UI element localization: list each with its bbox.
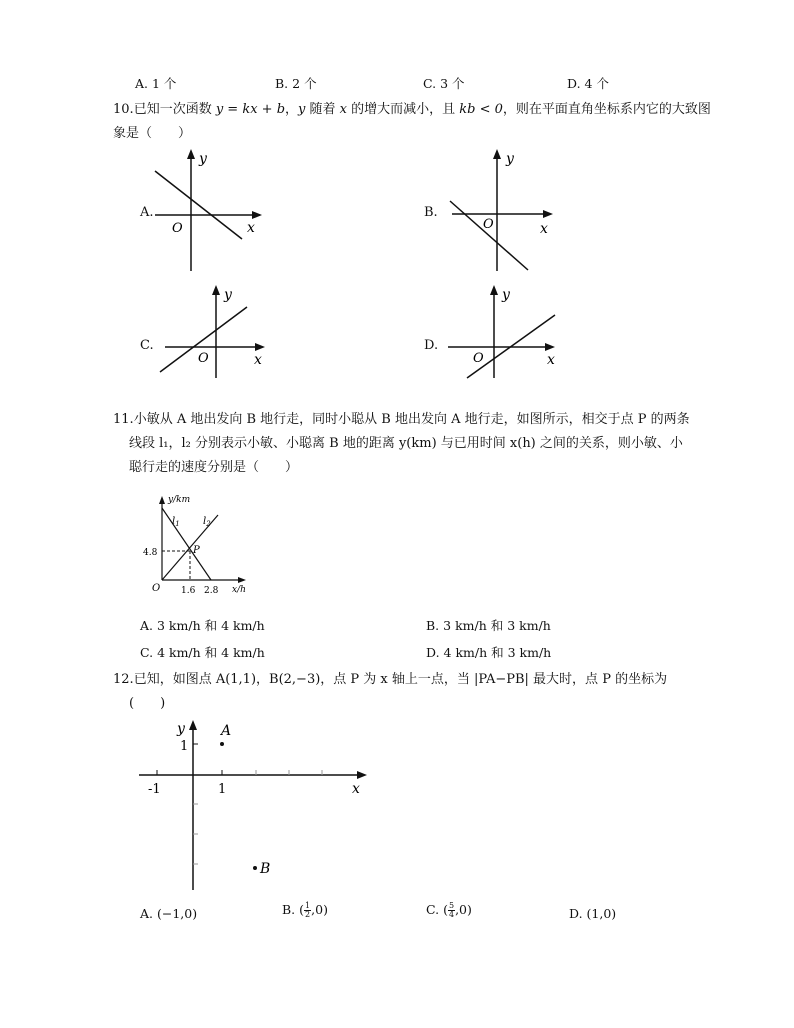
x-label: x [540, 221, 548, 237]
origin-label: O [152, 583, 161, 594]
stem-line: 聪行走的速度分别是（ ） [129, 460, 299, 475]
arrow-icon [490, 285, 498, 295]
arrow-icon [357, 771, 367, 779]
arrow-icon [238, 577, 246, 583]
paren: ( [443, 902, 448, 917]
q10-graph-a[interactable] [150, 143, 270, 273]
arrow-icon [543, 210, 553, 218]
y-tick-label: 4.8 [143, 548, 158, 558]
origin-label: O [473, 351, 484, 366]
q9-option-a[interactable] [135, 74, 176, 92]
option-text: 2 个 [292, 76, 317, 91]
q11-option-b[interactable] [426, 616, 551, 634]
denominator: 2 [305, 910, 311, 919]
option-text: 1 个 [152, 76, 177, 91]
x-label: x [547, 352, 555, 368]
q9-option-b[interactable] [275, 74, 317, 92]
stem-text: 已知一次函数 [133, 102, 216, 117]
option-label: C. [423, 76, 437, 91]
option-label: C. [140, 645, 154, 660]
y-label: y [199, 151, 207, 167]
point-b [253, 866, 257, 870]
y-tick-label: 1 [180, 739, 189, 754]
y-axis-label: y/km [168, 495, 191, 505]
question-number: 10. [113, 102, 134, 117]
fraction [448, 902, 455, 919]
arrow-icon [493, 149, 501, 159]
x-tick-label: -1 [148, 782, 161, 797]
paren: ,0) [455, 902, 472, 917]
option-text: 4 km/h 和 4 km/h [157, 645, 265, 660]
option-label: B. [282, 902, 296, 917]
q11-option-a[interactable] [140, 616, 265, 634]
variable: y [298, 102, 306, 117]
stem-line: 已知，如图点 A(1,1)，B(2,−3)，点 P 为 x 轴上一点，当 |PA−PB| 最大时，点 P 的坐标为 [133, 672, 668, 687]
stem-text: ， [285, 102, 299, 117]
arrow-icon [212, 285, 220, 295]
q9-option-d[interactable] [567, 74, 609, 92]
q10-graph-a-label[interactable]: A. [140, 205, 154, 220]
origin-label: O [198, 351, 209, 366]
q10-graph-b[interactable] [440, 143, 565, 273]
stem-text: 随着 [305, 102, 340, 117]
arrow-icon [545, 343, 555, 351]
denominator: 4 [448, 910, 455, 919]
point-p-label: P [193, 545, 200, 556]
q12-option-d[interactable] [569, 906, 616, 921]
point-a [220, 742, 224, 746]
y-label: y [506, 151, 514, 167]
q11-option-c[interactable] [140, 643, 265, 661]
q12-option-b[interactable] [282, 902, 328, 919]
x-label: x [254, 352, 262, 368]
y-label: y [502, 287, 510, 303]
x-label: x [247, 220, 255, 236]
option-label: C. [426, 902, 440, 917]
x-tick-label: 2.8 [204, 586, 219, 596]
x-tick-label: 1.6 [181, 586, 196, 596]
x-label: x [352, 781, 360, 797]
question-number: 12. [113, 672, 134, 687]
option-label: A. [140, 906, 154, 921]
q9-option-c[interactable] [423, 74, 465, 92]
option-text: (−1,0) [157, 906, 198, 921]
option-label: B. [426, 618, 440, 633]
option-label: A. [140, 618, 154, 633]
option-text: 4 个 [584, 76, 609, 91]
l2-label: $l_2$ [203, 516, 211, 528]
q10-graph-d[interactable] [440, 280, 565, 380]
paren: ( [299, 902, 305, 917]
function-line [155, 171, 242, 239]
q10-graph-c[interactable] [150, 280, 275, 380]
option-label: A. [135, 76, 149, 91]
numerator: 1 [305, 901, 311, 910]
q12-stem [113, 668, 713, 716]
option-label: D. [426, 645, 440, 660]
q10-stem [113, 98, 713, 146]
arrow-icon [159, 496, 165, 504]
point-b-label: B [260, 861, 271, 877]
stem-line: 小敏从 A 地出发向 B 地行走，同时小聪从 B 地出发向 A 地行走，如图所示，相交于点 P 的两条 [133, 412, 690, 427]
paren: ,0) [311, 902, 328, 917]
q11-option-d[interactable] [426, 643, 551, 661]
arrow-icon [255, 343, 265, 351]
q12-graph [135, 716, 375, 894]
function-line [450, 201, 528, 270]
arrow-icon [187, 149, 195, 159]
option-text: (1,0) [586, 906, 617, 921]
origin-label: O [172, 221, 183, 236]
q12-option-c[interactable] [426, 902, 472, 919]
question-number: 11. [113, 412, 134, 427]
option-label: D. [567, 76, 581, 91]
q11-stem [113, 408, 713, 480]
arrow-icon [252, 211, 262, 219]
option-text: 3 km/h 和 3 km/h [443, 618, 551, 633]
q10-graph-d-label[interactable]: D. [424, 338, 439, 353]
y-label: y [224, 287, 232, 303]
q10-graph-b-label[interactable]: B. [424, 205, 438, 220]
origin-label: O [483, 217, 494, 232]
q10-graph-c-label[interactable]: C. [140, 338, 154, 353]
condition: kb < 0 [459, 102, 503, 117]
l1-label: $l_1$ [172, 516, 180, 528]
y-label: y [177, 721, 185, 737]
stem-text: ，则在平面直角坐标系内它的大致图象是（ ） [113, 102, 711, 141]
point-a-label: A [221, 723, 232, 739]
variable: x [339, 102, 348, 117]
option-text: 3 km/h 和 4 km/h [157, 618, 265, 633]
option-text: 3 个 [440, 76, 465, 91]
option-text: 4 km/h 和 3 km/h [443, 645, 552, 660]
q12-option-a[interactable] [140, 906, 197, 921]
stem-text: 的增大而减小，且 [347, 102, 460, 117]
option-label: B. [275, 76, 289, 91]
stem-line: ( ) [129, 696, 166, 711]
x-tick-label: 1 [218, 782, 227, 797]
numerator: 5 [448, 901, 455, 910]
q11-graph [140, 490, 260, 600]
formula: y = kx + b [215, 102, 286, 117]
x-axis-label: x/h [232, 585, 246, 595]
stem-line: 线段 l₁，l₂ 分别表示小敏、小聪离 B 地的距离 y(km) 与已用时间 x(h) 之间的关系，则小敏、小 [129, 436, 683, 451]
arrow-icon [189, 720, 197, 730]
option-label: D. [569, 906, 583, 921]
